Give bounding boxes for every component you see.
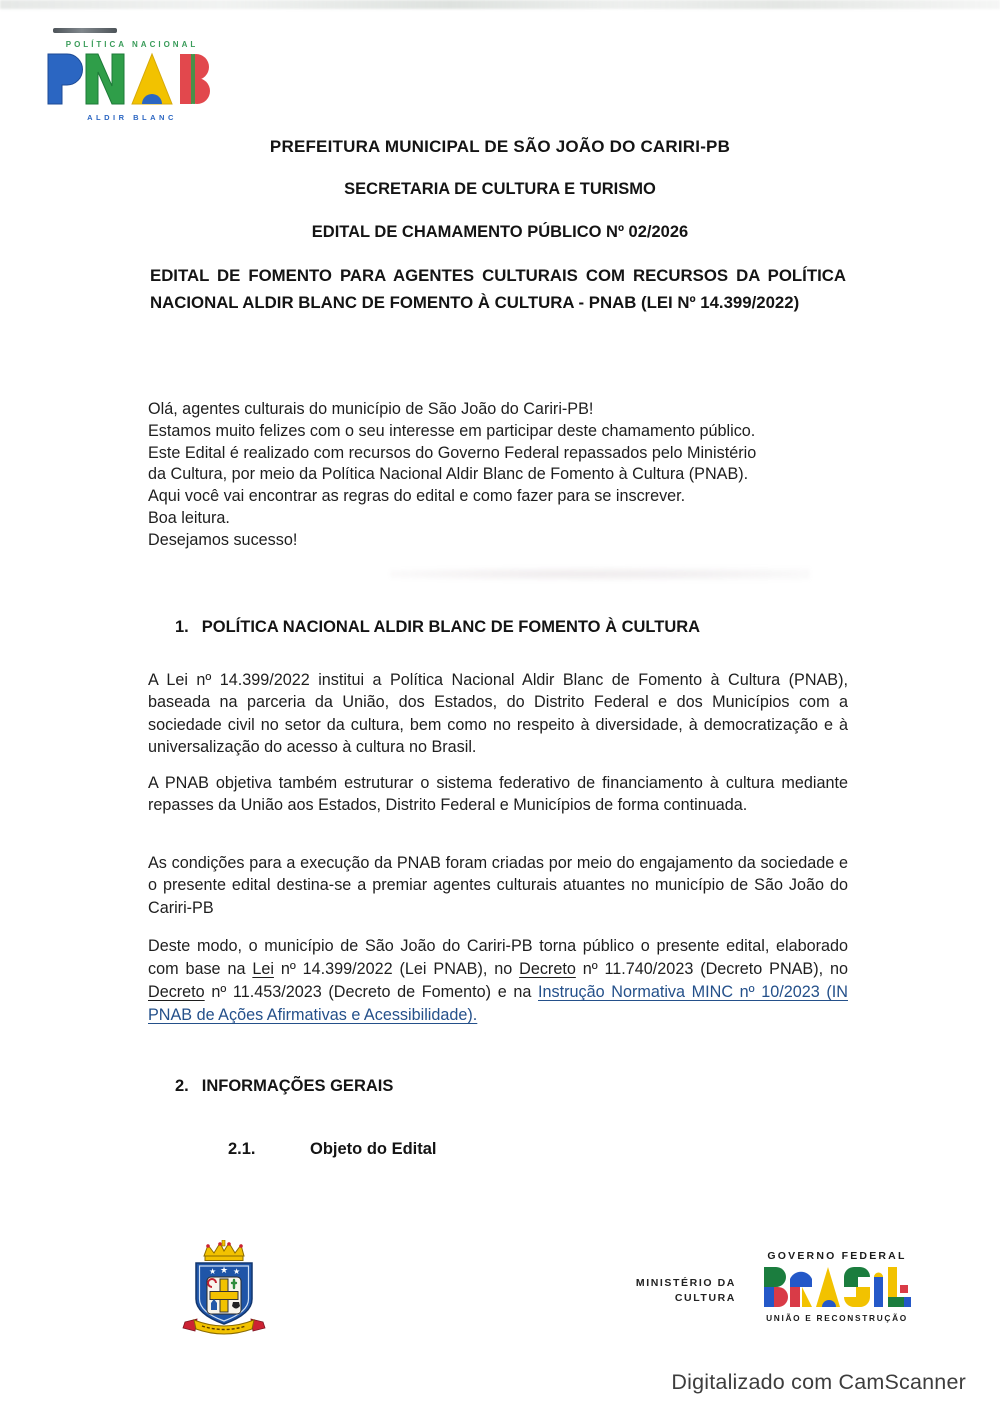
ministry-line1: MINISTÉRIO DA <box>635 1277 736 1289</box>
section-number: 2. <box>175 1077 189 1095</box>
legal-reference: Decreto <box>148 983 205 1001</box>
svg-text:★: ★ <box>209 1267 217 1276</box>
section-title: POLÍTICA NACIONAL ALDIR BLANC DE FOMENTO À CULTURA <box>201 618 701 636</box>
legal-reference: Decreto <box>519 960 576 978</box>
governo-federal-logo <box>756 1250 918 1323</box>
intro-line: Desejamos sucesso! <box>148 530 298 549</box>
ministry-line2: CULTURA <box>674 1292 736 1304</box>
legal-basis-paragraph <box>148 935 848 1027</box>
scan-bleed-artifact <box>390 566 810 582</box>
uniao-reconstrucao-label: UNIÃO E RECONSTRUÇÃO <box>766 1313 908 1323</box>
section-number: 1. <box>175 618 189 636</box>
municipal-coat-of-arms-icon <box>182 1240 266 1347</box>
document-subject: EDITAL DE FOMENTO PARA AGENTES CULTURAIS COM RECURSOS DA POLÍTICA NACIONAL ALDIR BLANC DE FOMENTO À CULTURA - PNAB (LEI Nº 14.399/2022) <box>150 266 846 312</box>
ministry-label <box>618 1276 736 1306</box>
subsection-number: 2.1. <box>228 1140 256 1158</box>
pnab-wordmark-icon <box>46 52 218 106</box>
pnab-logo-top-label: POLÍTICA NACIONAL <box>65 40 199 49</box>
section-title: INFORMAÇÕES GERAIS <box>201 1077 394 1095</box>
governo-federal-label: GOVERNO FEDERAL <box>767 1250 907 1262</box>
section-1-heading <box>175 618 700 637</box>
intro-greeting-block <box>148 399 860 552</box>
scan-dash-artifact <box>53 28 117 33</box>
pnab-logo <box>46 40 218 122</box>
document-edital-number: EDITAL DE CHAMAMENTO PÚBLICO Nº 02/2026 <box>311 223 689 241</box>
intro-line: Aqui você vai encontrar as regras do edital e como fazer para se inscrever. <box>148 487 686 506</box>
section-2-heading <box>175 1077 393 1096</box>
document-department-title: SECRETARIA DE CULTURA E TURISMO <box>344 180 656 198</box>
svg-text:★: ★ <box>220 1265 229 1275</box>
intro-line: Este Edital é realizado com recursos do Governo Federal repassados pelo Ministério <box>148 443 757 462</box>
text-segment: nº 11.740/2023 (Decreto PNAB), no <box>575 960 849 978</box>
legal-reference: Instrução Normativa MINC nº 10/2023 (IN PNAB de Ações Afirmativas e Acessibilidade). <box>148 983 848 1024</box>
section-1-paragraph: A PNAB objetiva também estruturar o sistema federativo de financiamento à cultura mediante repasses da União aos Estados, Distrito Federal e Municípios de forma continuada. <box>148 774 848 815</box>
text-segment: nº 14.399/2022 (Lei PNAB), no <box>273 960 520 978</box>
camscanner-credit: Digitalizado com CamScanner <box>671 1370 966 1394</box>
scan-edge-artifact <box>0 0 1000 9</box>
intro-line: Olá, agentes culturais do município de São João do Cariri-PB! <box>148 400 594 418</box>
pnab-logo-bottom-label: ALDIR BLANC <box>87 113 177 122</box>
intro-line: Estamos muito felizes com o seu interesse em participar deste chamamento público. <box>148 421 756 440</box>
subsection-title: Objeto do Edital <box>310 1140 437 1158</box>
document-institution-title: PREFEITURA MUNICIPAL DE SÃO JOÃO DO CARIRI-PB <box>269 137 731 156</box>
section-1-paragraph: A Lei nº 14.399/2022 institui a Política Nacional Aldir Blanc de Fomento à Cultura (PNAB), baseada na parceria da União, dos Estados, do Distrito Federal e dos Municípios com a sociedade civil no setor da cultura, bem como no respeito à diversidade, à democratização e à universalização do acesso à cultura no Brasil. <box>148 671 848 757</box>
intro-line: Boa leitura. <box>148 508 230 527</box>
text-segment: Deste modo, o município de São João do Cariri-PB torna público o presente edital, elaborado com base na <box>148 937 848 978</box>
section-1-paragraph: As condições para a execução da PNAB foram criadas por meio do engajamento da sociedade e o presente edital destina-se a premiar agentes culturais atuantes no município de São João do Cariri-PB <box>148 854 848 917</box>
svg-text:★: ★ <box>233 1267 241 1276</box>
text-segment: nº 11.453/2023 (Decreto de Fomento) e na <box>204 983 539 1001</box>
brasil-wordmark-icon <box>762 1265 912 1311</box>
legal-reference: Lei <box>252 960 274 978</box>
intro-line: da Cultura, por meio da Política Nacional Aldir Blanc de Fomento à Cultura (PNAB). <box>148 465 749 484</box>
